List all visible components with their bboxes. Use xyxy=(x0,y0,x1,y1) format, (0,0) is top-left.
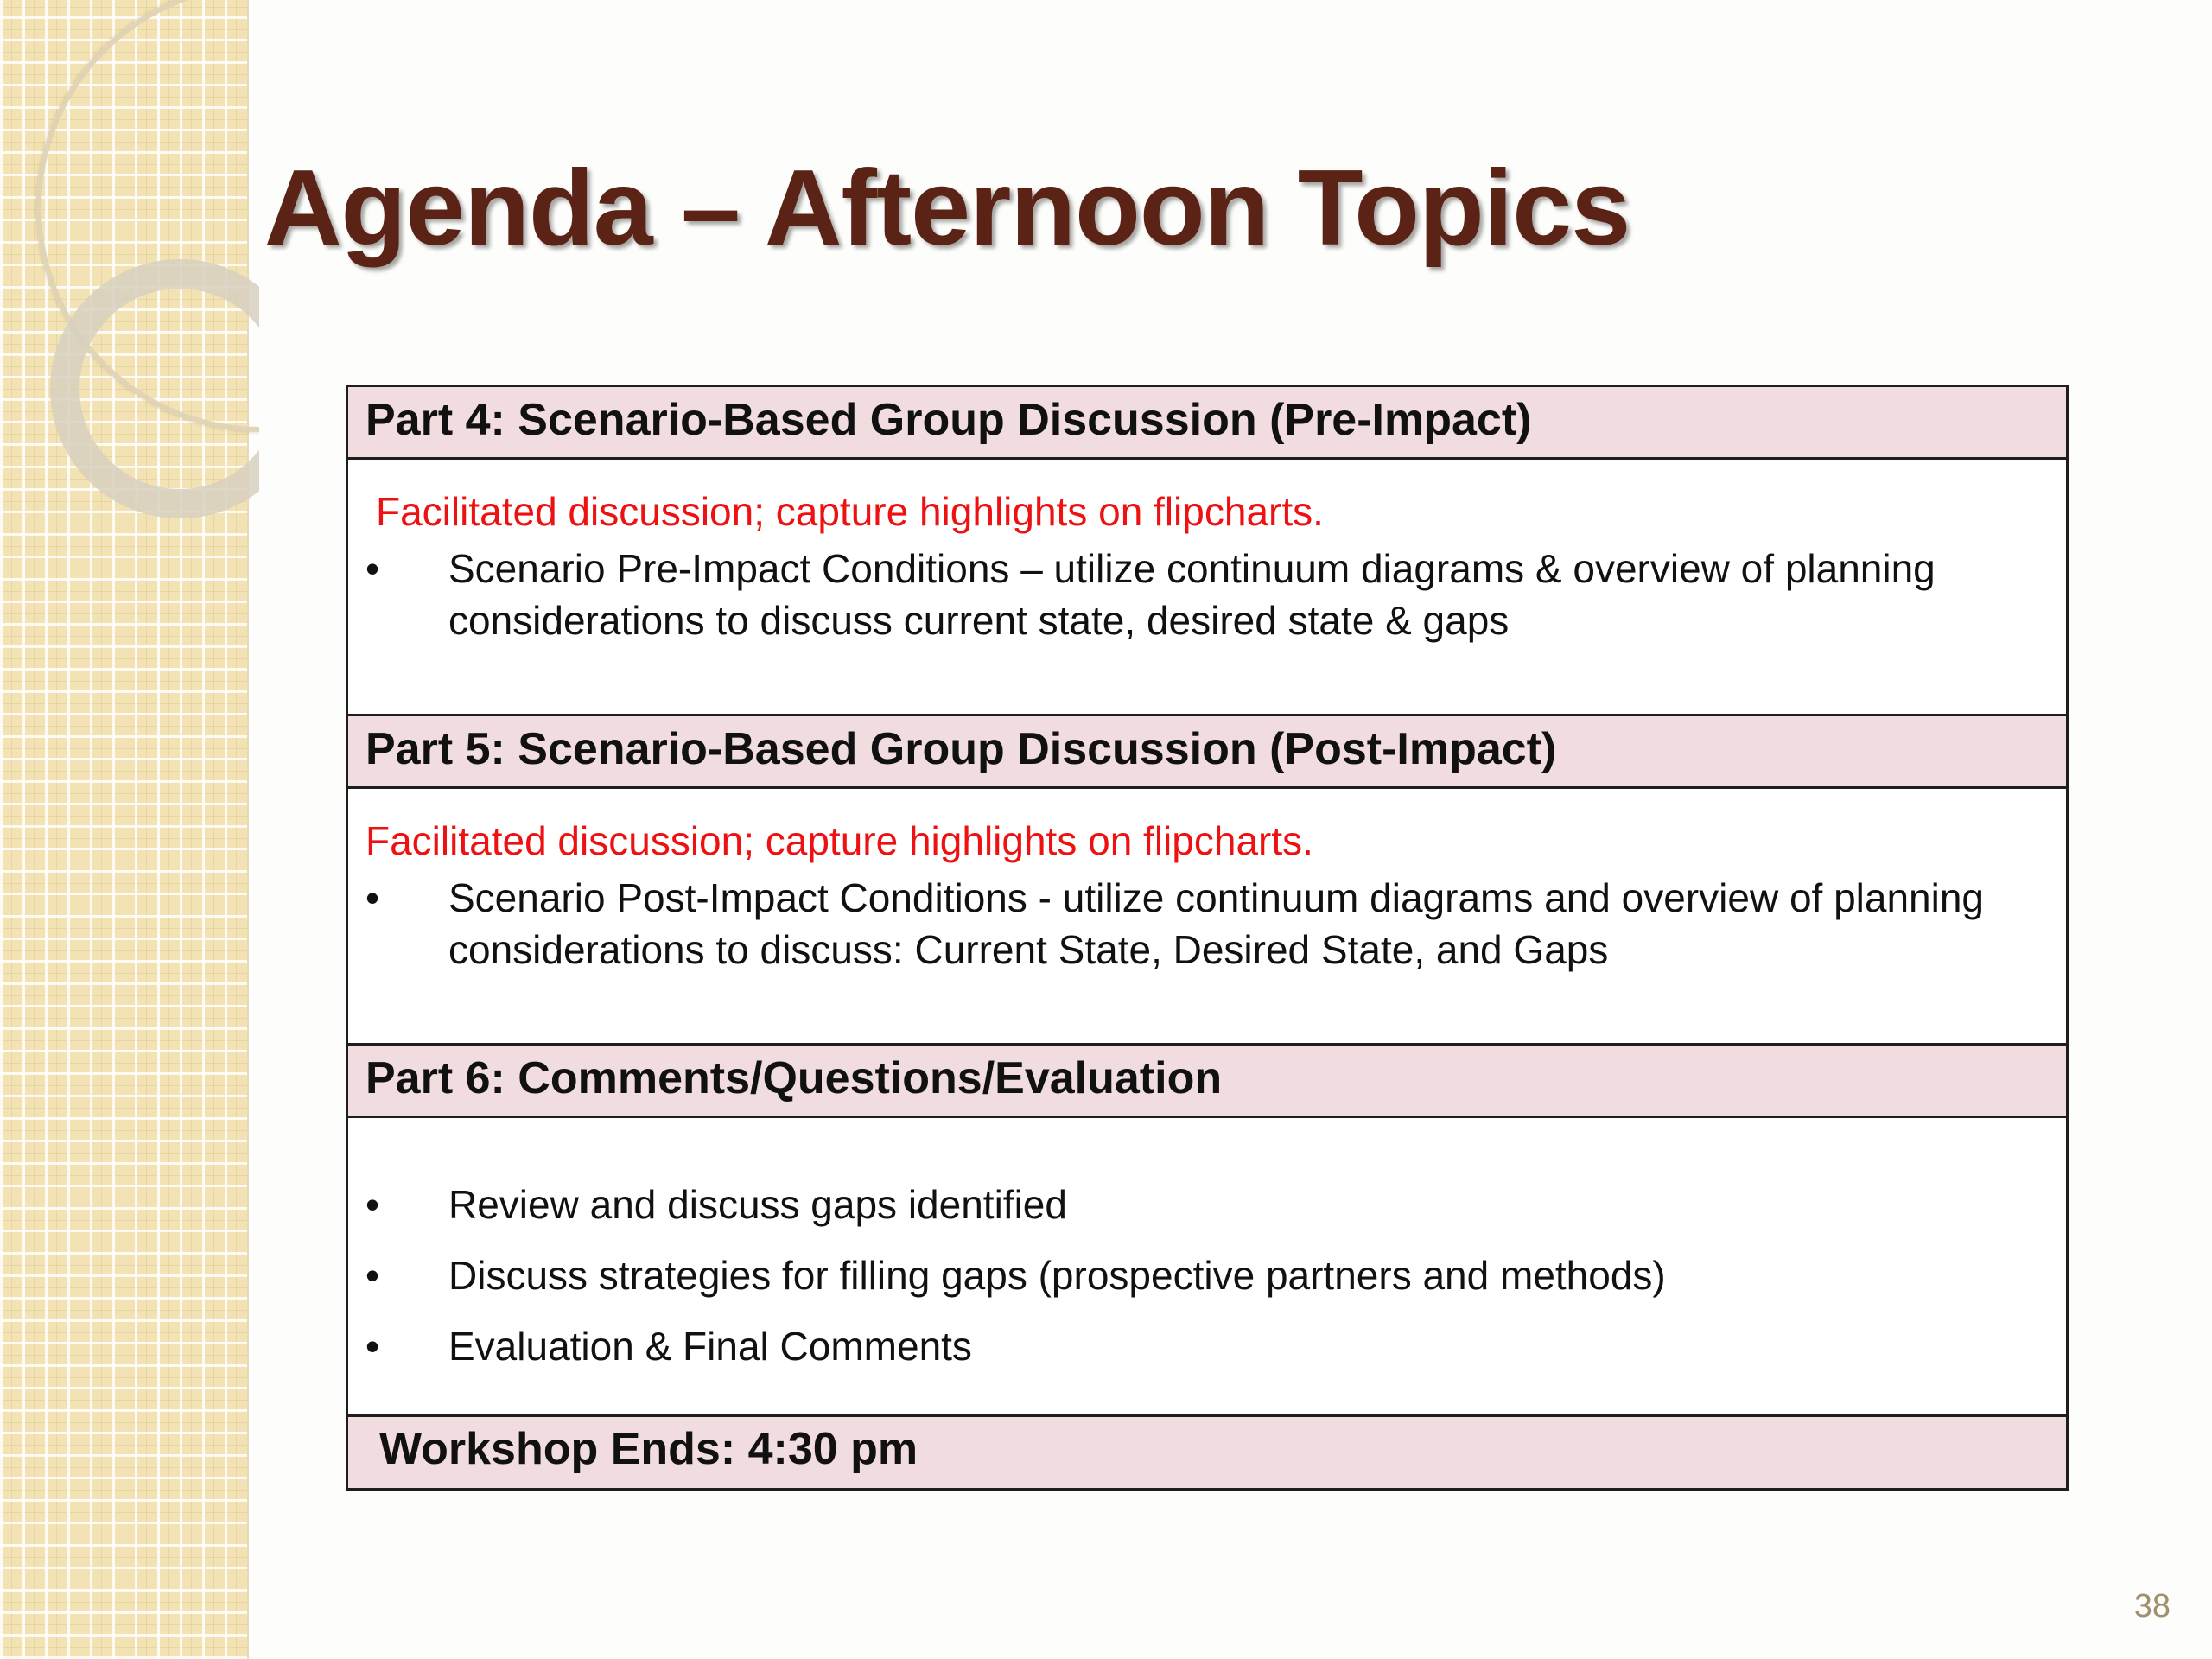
part-6-body xyxy=(348,1118,2066,1417)
page-number: 38 xyxy=(2133,1588,2171,1624)
slide-title: Agenda – Afternoon Topics xyxy=(264,149,1630,268)
list-item: • Evaluation & Final Comments xyxy=(365,1320,2049,1372)
part-4-body xyxy=(348,460,2066,716)
list-item: • Scenario Pre-Impact Conditions – utilize continuum diagrams & overview of planning considerations to discuss current state, desired state & gaps xyxy=(365,543,2049,646)
part-5-header: Part 5: Scenario-Based Group Discussion (Post-Impact) xyxy=(348,716,2066,789)
workshop-end-row: Workshop Ends: 4:30 pm xyxy=(348,1417,2066,1488)
part-5-bullet-list xyxy=(365,872,2049,976)
list-item: • Review and discuss gaps identified xyxy=(365,1179,2049,1230)
part-4-note: Facilitated discussion; capture highlights on flipcharts. xyxy=(376,489,1324,534)
part-5-body xyxy=(348,789,2066,1046)
list-item: • Scenario Post-Impact Conditions - utilize continuum diagrams and overview of planning considerations to discuss: Current State, Desired State, and Gaps xyxy=(365,872,2049,976)
agenda-table xyxy=(346,385,2069,1491)
part-4-bullet-list xyxy=(365,543,2049,646)
part-6-header: Part 6: Comments/Questions/Evaluation xyxy=(348,1046,2066,1118)
part-4-header: Part 4: Scenario-Based Group Discussion (Pre-Impact) xyxy=(348,387,2066,460)
decorative-rings xyxy=(0,0,259,553)
list-item: • Discuss strategies for filling gaps (prospective partners and methods) xyxy=(365,1249,2049,1301)
part-5-note: Facilitated discussion; capture highlights on flipcharts. xyxy=(365,818,1313,863)
part-6-bullet-list xyxy=(365,1179,2049,1372)
